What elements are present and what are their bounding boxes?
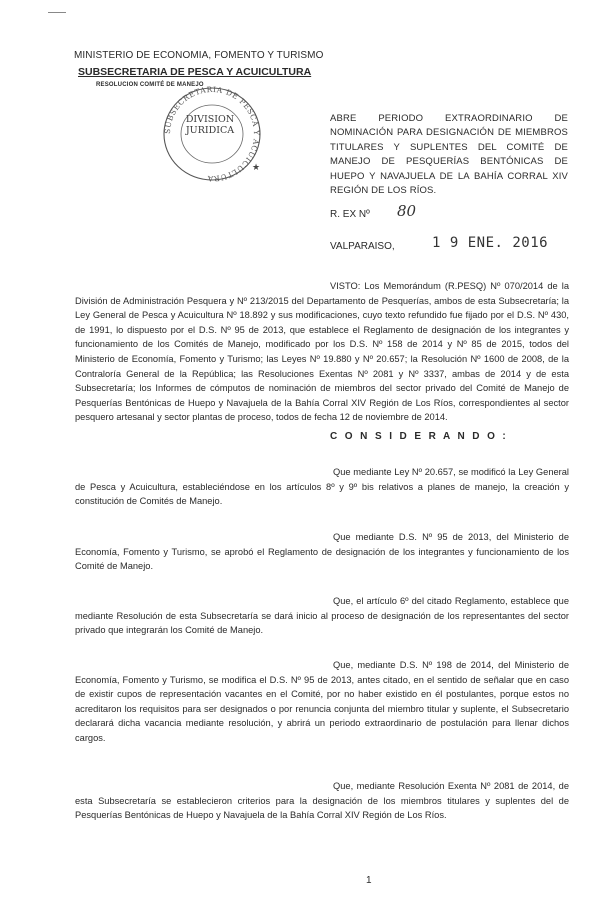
page-number: 1 bbox=[366, 875, 372, 886]
seal-inner-text bbox=[180, 114, 240, 136]
seal-line-juridica: JURIDICA bbox=[185, 125, 235, 136]
considerando-1: Que mediante Ley Nº 20.657, se modificó la Ley General de Pesca y Acuicultura, estableciéndose en los artículos 8º y 9º bis relativos a planes de manejo, la creación y constitución de Comités de Manejo. bbox=[75, 467, 569, 507]
considerando-2: Que mediante D.S. Nº 95 de 2013, del Ministerio de Economía, Fomento y Turismo, se aprobó el Reglamento de designación de los integrantes y funcionamiento de los Comité de Manejo. bbox=[75, 532, 569, 572]
considerando-4: Que, mediante D.S. Nº 198 de 2014, del Ministerio de Economía, Fomento y Turismo, se modifica el D.S. Nº 95 de 2013, antes citado, en el sentido de señalar que en caso de existir cupos de representación vacantes en el Comité, por no haber existido en él postulantes, porque estos no acreditaron los requisitos para ser designados o por renuncia conjunta del miembro titular y suplente, el Subsecretario declarará dicha vacancia mediante resolución, y abrirá un periodo extraordinario de postulación para llenar dichos cargos. bbox=[75, 660, 569, 743]
considerando-5: Que, mediante Resolución Exenta Nº 2081 de 2014, de esta Subsecretaría se establecieron criterios para la designación de los miembros titulares y suplentes del de Pesquerías Bentónicas de Huepo y Navajuela de la Bahía Corral XIV Región de Los Ríos. bbox=[75, 781, 569, 821]
visto-paragraph: VISTO: Los Memorándum (R.PESQ) Nº 070/2014 de la División de Administración Pesquera y Nº 213/2015 del Departamento de Pesquerías, ambos de esta Subsecretaría; la Ley General de Pesca y Acuicultura Nº 18.892 y sus modificaciones, cuyo texto refundido fue fijado por el D.S. Nº 430, de 1991, lo dispuesto por el D.S. Nº 95 de 2013, que establece el Reglamento de designación de los integrantes y funcionamiento de los Comités de Manejo, modificado por los D.S. Nº 158 de 2014 y Nº 85 de 2015, todos del Ministerio de Economía, Fomento y Turismo; las Leyes Nº 19.880 y Nº 20.657; la Resolución Nº 1600 de 2008, de la Contraloría General de la República; las Resoluciones Exentas Nº 2081 y Nº 3337, ambas de 2014 y de esta Subsecretaría; los Informes de cómputos de nominación de miembros del sector privado del Comité de Manejo de Pesquerías Bentónicas de Huepo y Navajuela de la Bahía Corral XIV Región de Los Ríos, correspondientes al sector pesquero artesanal y sector plantas de proceso, todos de fecha 12 de noviembre de 2014. bbox=[75, 281, 569, 423]
seal-star-icon: ★ bbox=[252, 162, 261, 172]
considerando-3: Que, el artículo 6º del citado Reglamento, establece que mediante Resolución de esta Subsecretaría se dará inicio al proceso de designación de los representantes del sector privado que integrarán los Comité de Manejo. bbox=[75, 596, 569, 636]
ministry-name: MINISTERIO DE ECONOMIA, FOMENTO Y TURISMO bbox=[74, 50, 324, 61]
resolucion-label: RESOLUCION COMITÉ DE MANEJO bbox=[96, 82, 204, 88]
rex-number: 80 bbox=[397, 202, 417, 220]
date-stamp: 1 9 ENE. 2016 bbox=[432, 235, 549, 251]
subsecretaria-name: SUBSECRETARIA DE PESCA Y ACUICULTURA bbox=[78, 66, 312, 78]
scan-mark bbox=[48, 12, 66, 13]
seal-ring-text: SUBSECRETARIA DE PESCA Y ACUICULTURA bbox=[162, 84, 262, 184]
rex-label: R. EX Nº bbox=[330, 209, 370, 220]
place-label: VALPARAISO, bbox=[330, 241, 395, 252]
seal-line-division: DIVISION bbox=[185, 114, 235, 125]
document-title: ABRE PERIODO EXTRAORDINARIO DE NOMINACIÓN PARA DESIGNACIÓN DE MIEMBROS TITULARES Y SUPLENTES DEL COMITÉ DE MANEJO DE PESQUERÍAS BENTÓNICAS DE HUEPO Y NAVAJUELA DE LA BAHÍA CORRAL XIV REGIÓN DE LOS RÍOS. bbox=[330, 113, 568, 197]
considerando-heading: C O N S I D E R A N D O : bbox=[330, 431, 509, 442]
